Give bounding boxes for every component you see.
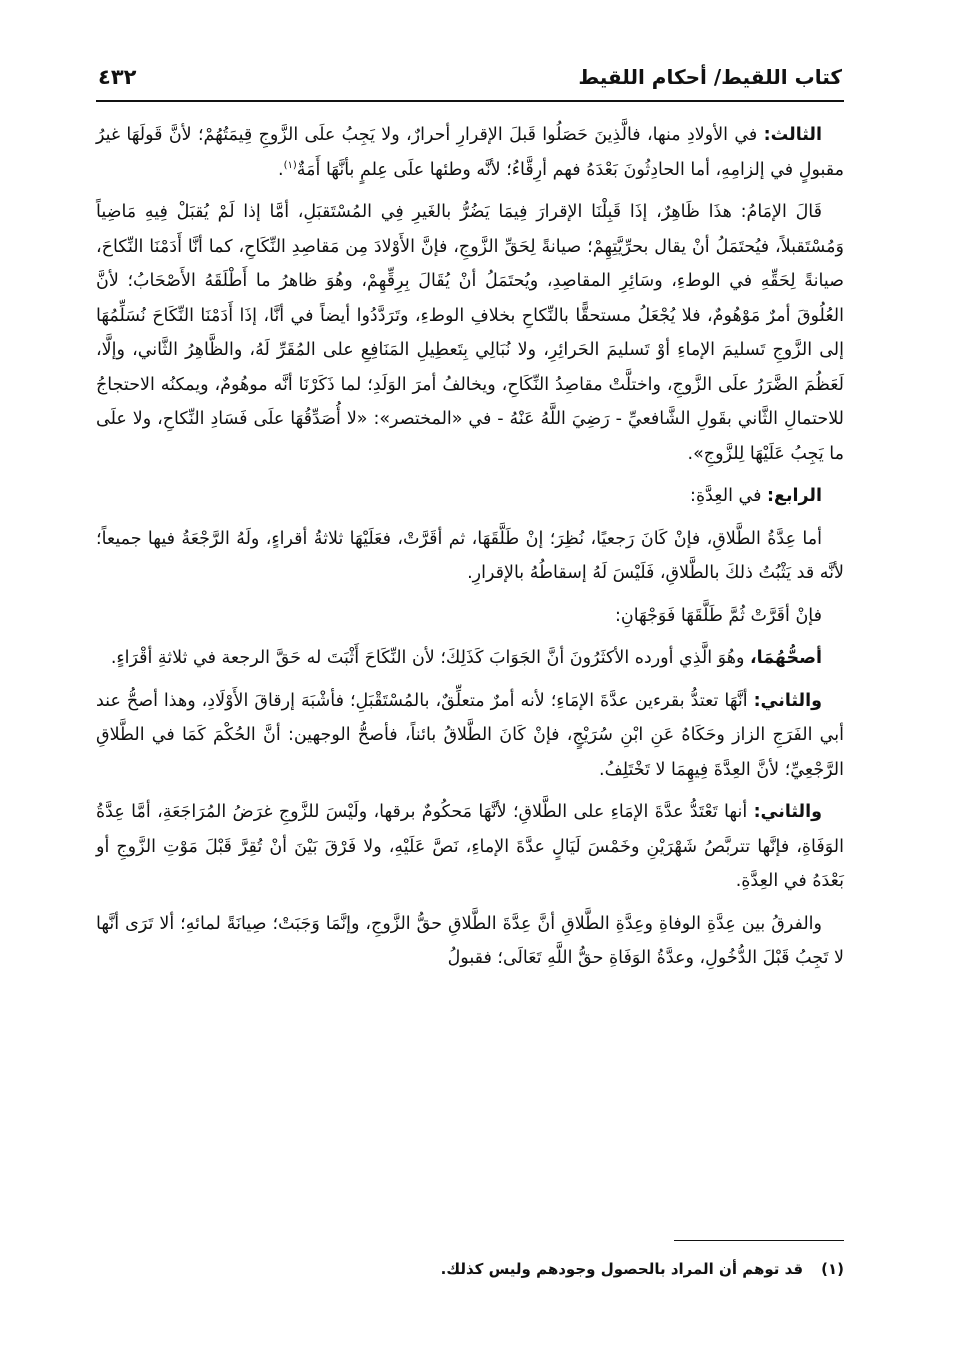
running-title: كتاب اللقيط/ أحكام اللقيط bbox=[578, 65, 842, 89]
paragraph-imam bbox=[96, 195, 844, 471]
paragraph-lead: الرابع: bbox=[767, 486, 822, 506]
paragraph-text: والفرقُ بين عِدَّةِ الوفاةِ وعِدَّةِ الطَّلاقِ أنَّ عِدَّةَ الطَّلاقِ حقُّ الزَّوجِ، وإنَّمَا وَجَبَتْ؛ صِيانَةً لمائهِ؛ ألا تَرَى أنَّها لا تَجِبُ قَبْلَ الدُّخُولِ، وعدَّةُ الوَفَاةِ حقُّ اللَّهِ تَعَالَى؛ فقبولُ bbox=[96, 913, 844, 968]
paragraph-lead: أصحُّهُمَا، bbox=[749, 648, 822, 668]
header-divider bbox=[96, 100, 844, 102]
paragraph-fourth bbox=[96, 479, 844, 514]
footnote-text: قد توهم أن المراد بالحصول وجودهم وليس كذلك. bbox=[440, 1260, 804, 1278]
paragraph-tail: . bbox=[278, 159, 284, 180]
paragraph-text: في الأولادِ منها، فالَّذِينَ حَصَلُوا قَبلَ الإقرارِ أحرارٌ، ولا يَجِبُ علَى الزَّوجِ قِيمَتُهُمْ؛ لأنَّ قَولَهَا غيرُ مقبولٍ في إلزامِهِ، أما الحادِثُونَ بَعْدَهُ فهم أرِقَّاءُ؛ لأنَّه وطئها علَى عِلمٍ بأنَّهَا أَمَةٌ bbox=[96, 125, 844, 180]
paragraph-text: أنها تَعْتَدُّ عدَّةَ الإمَاءِ على الطَّلاقِ؛ لأنَّهَا مَحكُومٌ برقها، ولَيْسَ للزَّوجِ غرَضُ المُرَاجَعَةِ، أمَّا عِدَّةُ الوَفَاةِ، فإنَّها تتربَّصُ شَهْرَيْنِ وخَمْسَ لَيَالٍ عدَّةَ الإماءِ، نَصَّ عَلَيْهِ، ولا فَرْقَ بَيْنَ أنْ تُقِرَّ قَبْلَ مَوْتِ الزَّوجِ أو بَعْدَهُ في العِدَّةِ. bbox=[96, 802, 844, 891]
paragraph-text: قَالَ الإمَامُ: هذَا ظَاهِرٌ، إذَا قَبِلْنَا الإقرارَ فِيمَا يَضُرُّ بالغَيرِ فِي المُسْتَقبَلِ، أمَّا إذا لَمْ يُقبَلْ فِيهِ مَاضِياً وَمُسْتَقبلاً، فيُحتَمَلُ أنْ يقال بحرِّيَّتِهِمْ؛ صيانةً لِحَقِّ الزَّوجِ، فإنَّ الأَوْلادَ مِن مَقاصِدِ النِّكَاحِ، كما أنَّا أَدَمْنَا النِّكاحَ، صيانةً لِحَقِّهِ في الوطءِ، وسَائِرِ المقاصِدِ، ويُحتَمَلُ أنْ يُقَالَ بِرِقِّهِمْ، وهُوَ ظاهرُ ما أَطْلَقَهُ الأَصْحَابُ؛ لأنَّ العُلُوقَ أمرٌ مَوْهُومٌ، فلا يُجْعَلُ مستحقًّا بالنِّكاحِ بخلافِ الوطءِ، وتَرَدَّدُوا أيضاً في أنَّا، إذَا أَدَمْنَا النِّكَاحَ نُسَلِّمُهَا إلى الزَّوجِ تَسليمَ الإماءِ أوْ تَسليمَ الحَرائِرِ، ولا نُبَالِي بِتَعطِيلِ المَنَافِعِ على المُقَرِّ لَهُ، والظَّاهِرُ الثَّاني، وإلَّا، لَعَظُمَ الضَّرَرُ علَى الزَّوجِ، واختلَّتْ مقاصِدُ النِّكَاحِ، ويخالفُ أمرَ الوَلَدِ؛ لما ذَكَرْنَا أنَّه موهُومٌ، ويمكنُه الاحتجاجُ للاحتمالِ الثَّاني بقَولِ الشَّافعيِّ - رَضِيَ اللَّهُ عَنْهُ - في «المختصر»: «لا أُصَدِّقُهَا علَى فَسَادِ النِّكاحِ، ولا علَى ما يَجِبُ عَلَيْهَا لِلزَّوجِ». bbox=[96, 202, 844, 464]
paragraph-lead: والثاني: bbox=[753, 690, 822, 711]
footnote bbox=[144, 1256, 844, 1282]
paragraph-lead: الثالث: bbox=[763, 125, 822, 145]
paragraph-third bbox=[96, 118, 844, 187]
paragraph-second-b bbox=[96, 795, 844, 899]
paragraph-text: فإنْ أقَرَّتْ ثُمَّ طَلَّقَهَا فَوَجْهَانِ: bbox=[614, 605, 822, 626]
footnote-reference[interactable]: (١) bbox=[283, 159, 297, 171]
paragraph-text: أما عِدَّةُ الطَّلاقِ، فإنْ كَانَ رَجعيًا، نُظِرَ؛ إنْ طَلَّقَهَا، ثم أقَرَّتْ، فعَلَيْهَا ثلاثةُ أقراءٍ، ولَهُ الرَّجْعَةُ فيها جميعاً؛ لأنَّه قد يَثْبُتُ ذلكَ بالطَّلاقِ، فَلَيْسَ لَهُ إسقاطُهُ بالإقرارِ. bbox=[96, 528, 844, 583]
paragraph-second-a bbox=[96, 684, 844, 788]
paragraph-text: أنَّهَا تعتدُّ بقرءين عدَّةَ الإمَاءِ؛ لأنه أمرٌ متعلِّقٌ، بالمُسْتَقْبَلِ؛ فأشْبَهَ إرقاقَ الأَوْلَادِ، وهذا أصحُّ عند أبي الفَرَجِ الزاز وحَكَاهُ عَنِ ابْنِ سُرَيْجٍ، فإنْ كَانَ الطَّلاقُ بائناً، فأصحُّ الوجهين: أنَّ الحُكْمَ كَمَا في الطَّلاقِ الرَّجْعِيِّ؛ لأنَّ العِدَّةَ فِيهِمَا لا تَخْتَلِفُ. bbox=[96, 690, 844, 780]
page-header bbox=[98, 58, 842, 98]
page-body bbox=[96, 118, 844, 984]
paragraph-difference bbox=[96, 907, 844, 976]
paragraph-divorce-waiting bbox=[96, 522, 844, 591]
footnote-number: (١) bbox=[821, 1260, 844, 1278]
footnote-divider bbox=[674, 1240, 844, 1241]
page-number: ٤٣٢ bbox=[98, 65, 137, 89]
paragraph-soundest bbox=[96, 641, 844, 676]
paragraph-lead: والثاني: bbox=[753, 802, 822, 822]
paragraph-two-views bbox=[96, 599, 844, 634]
paragraph-text: في العِدَّةِ: bbox=[690, 486, 768, 506]
paragraph-text: وهُوَ الَّذِي أورده الأكثَرُونَ أنَّ الجَوَابَ كَذَلِكَ؛ لأن النِّكَاحَ أَثْبَتَ له حَقَّ الرجعة في ثلاثةِ أقْرَاءٍ. bbox=[110, 648, 750, 668]
